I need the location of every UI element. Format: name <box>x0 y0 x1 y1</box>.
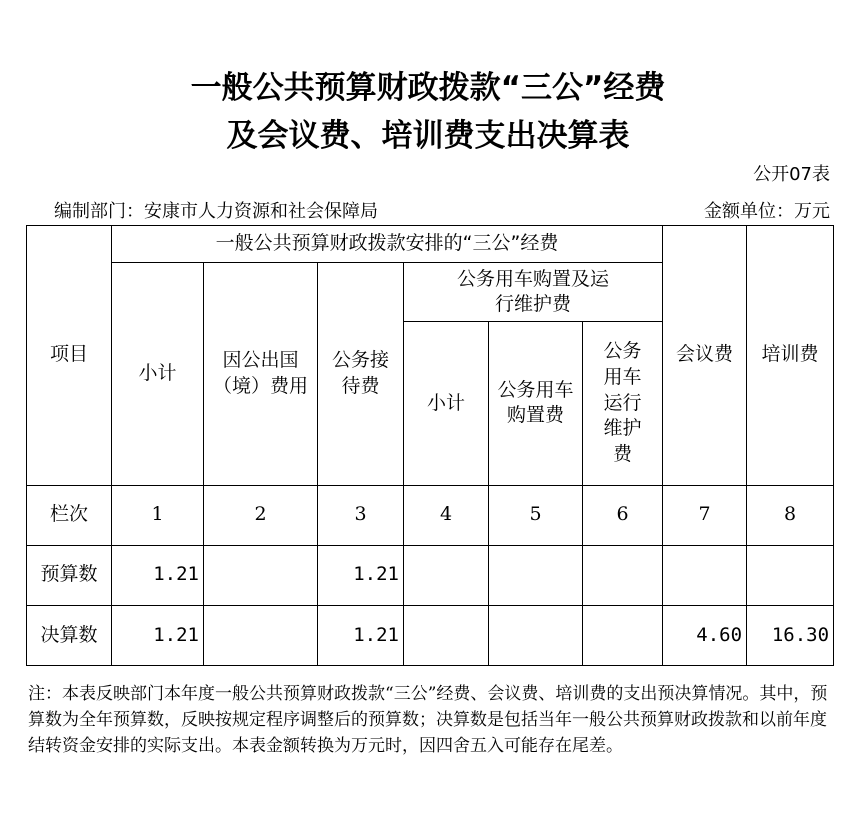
header-abroad: 因公出国（境）费用 <box>204 263 318 485</box>
expenditure-table <box>26 225 834 666</box>
table-row <box>27 545 834 605</box>
row-label: 决算数 <box>27 605 112 665</box>
header-training: 培训费 <box>747 226 834 486</box>
table-cell: 4.60 <box>663 605 747 665</box>
table-cell <box>204 545 318 605</box>
header-reception: 公务接待费 <box>318 263 404 485</box>
table-number: 公开07表 <box>753 164 830 185</box>
table-cell <box>489 605 583 665</box>
table-cell: 4 <box>404 485 489 545</box>
table-row <box>27 605 834 665</box>
row-label: 预算数 <box>27 545 112 605</box>
table-cell: 1.21 <box>318 605 404 665</box>
table-cell: 16.30 <box>747 605 834 665</box>
header-subtotal: 小计 <box>112 263 204 485</box>
header-vehicle-subtotal: 小计 <box>404 322 489 485</box>
table-cell <box>583 605 663 665</box>
table-cell: 1 <box>112 485 204 545</box>
header-sangong-group: 一般公共预算财政拨款安排的“三公”经费 <box>112 226 663 263</box>
header-vehicle-operation: 公务用车运行维护费 <box>583 322 663 485</box>
table-cell: 6 <box>583 485 663 545</box>
table-cell: 2 <box>204 485 318 545</box>
table-row <box>27 485 834 545</box>
table-cell: 5 <box>489 485 583 545</box>
footnote: 注：本表反映部门本年度一般公共预算财政拨款“三公”经费、会议费、培训费的支出预决算情况。其中，预算数为全年预算数，反映按规定程序调整后的预算数；决算数是包括当年一般公共预算财政拨款和以前年度结转资金安排的实际支出。本表金额转换为万元时，因四舍五入可能存在尾差。 <box>28 684 828 756</box>
row-label: 栏次 <box>27 485 112 545</box>
header-item: 项目 <box>27 226 112 486</box>
amount-unit: 金额单位：万元 <box>704 201 830 222</box>
table-cell <box>747 545 834 605</box>
table-cell: 3 <box>318 485 404 545</box>
table-cell <box>489 545 583 605</box>
table-cell <box>583 545 663 605</box>
header-vehicle-group: 公务用车购置及运行维护费 <box>404 263 663 322</box>
table-cell <box>404 545 489 605</box>
table-cell: 8 <box>747 485 834 545</box>
table-title-line1: 一般公共预算财政拨款“三公”经费 <box>190 70 666 106</box>
table-cell <box>663 545 747 605</box>
table-cell: 1.21 <box>318 545 404 605</box>
table-cell <box>204 605 318 665</box>
compiling-department: 编制部门：安康市人力资源和社会保障局 <box>54 201 378 222</box>
table-cell: 1.21 <box>112 545 204 605</box>
header-meeting: 会议费 <box>663 226 747 486</box>
table-title-line2: 及会议费、培训费支出决算表 <box>226 118 630 154</box>
table-cell: 1.21 <box>112 605 204 665</box>
table-cell: 7 <box>663 485 747 545</box>
header-vehicle-purchase: 公务用车购置费 <box>489 322 583 485</box>
table-cell <box>404 605 489 665</box>
